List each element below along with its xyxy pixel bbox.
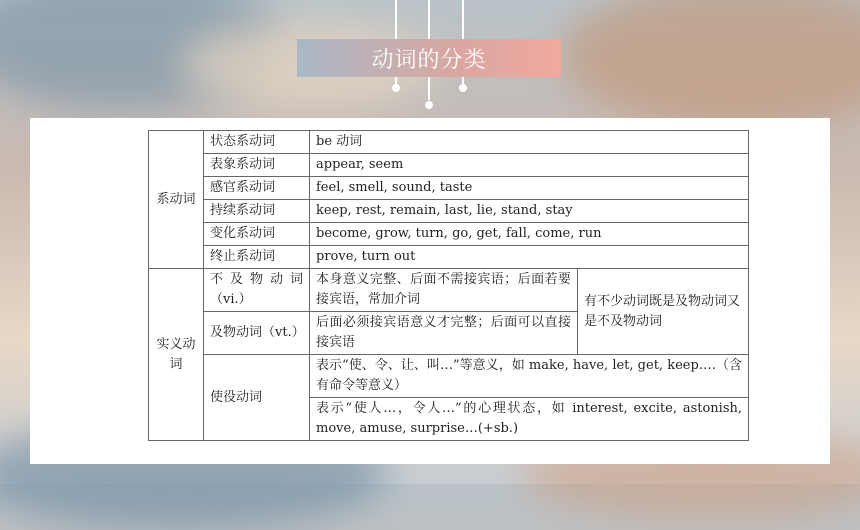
notional-verb-group-label: 实义动词 xyxy=(149,269,204,441)
title-banner xyxy=(297,39,561,77)
verb-description-cell: 本身意义完整、后面不需接宾语；后面若要接宾语，常加介词 xyxy=(310,269,578,312)
verb-examples-cell: become, grow, turn, go, get, fall, come, run xyxy=(310,223,749,246)
table-row xyxy=(149,131,749,154)
verb-type-cell: 感官系动词 xyxy=(204,177,310,200)
verb-type-cell: 终止系动词 xyxy=(204,246,310,269)
background-cloud xyxy=(560,0,860,130)
verb-description-cell: 后面必须接宾语意义才完整；后面可以直接接宾语 xyxy=(310,312,578,355)
verb-type-cell: 不及物动词（vi.） xyxy=(204,269,310,312)
hanging-dot xyxy=(392,84,400,92)
verb-classification-table xyxy=(148,130,749,441)
verb-type-cell: 变化系动词 xyxy=(204,223,310,246)
hanging-dot xyxy=(459,84,467,92)
slide-title: 动词的分类 xyxy=(371,47,487,73)
linking-verb-group-label: 系动词 xyxy=(149,131,204,269)
verb-examples-cell: appear, seem xyxy=(310,154,749,177)
verb-type-cell: 及物动词（vt.） xyxy=(204,312,310,355)
verb-type-cell: 状态系动词 xyxy=(204,131,310,154)
verb-type-cell: 持续系动词 xyxy=(204,200,310,223)
both-transitive-note: 有不少动词既是及物动词又是不及物动词 xyxy=(578,269,749,355)
verb-type-cell: 表象系动词 xyxy=(204,154,310,177)
verb-examples-cell: be 动词 xyxy=(310,131,749,154)
verb-type-cell: 使役动词 xyxy=(204,355,310,441)
table-row xyxy=(149,154,749,177)
table-row xyxy=(149,246,749,269)
verb-description-cell: 表示“使、令、让、叫…”等意义，如 make, have, let, get, keep….（含有命令等意义） xyxy=(310,355,749,398)
table-row xyxy=(149,269,749,312)
table-row xyxy=(149,223,749,246)
table-row xyxy=(149,177,749,200)
verb-description-cell: 表示“使人…，令人…”的心理状态，如 interest, excite, astonish, move, amuse, surprise…(+sb.) xyxy=(310,398,749,441)
table-row xyxy=(149,200,749,223)
verb-examples-cell: keep, rest, remain, last, lie, stand, stay xyxy=(310,200,749,223)
table-row xyxy=(149,355,749,398)
content-panel xyxy=(30,118,830,464)
verb-examples-cell: feel, smell, sound, taste xyxy=(310,177,749,200)
hanging-dot xyxy=(425,101,433,109)
verb-examples-cell: prove, turn out xyxy=(310,246,749,269)
